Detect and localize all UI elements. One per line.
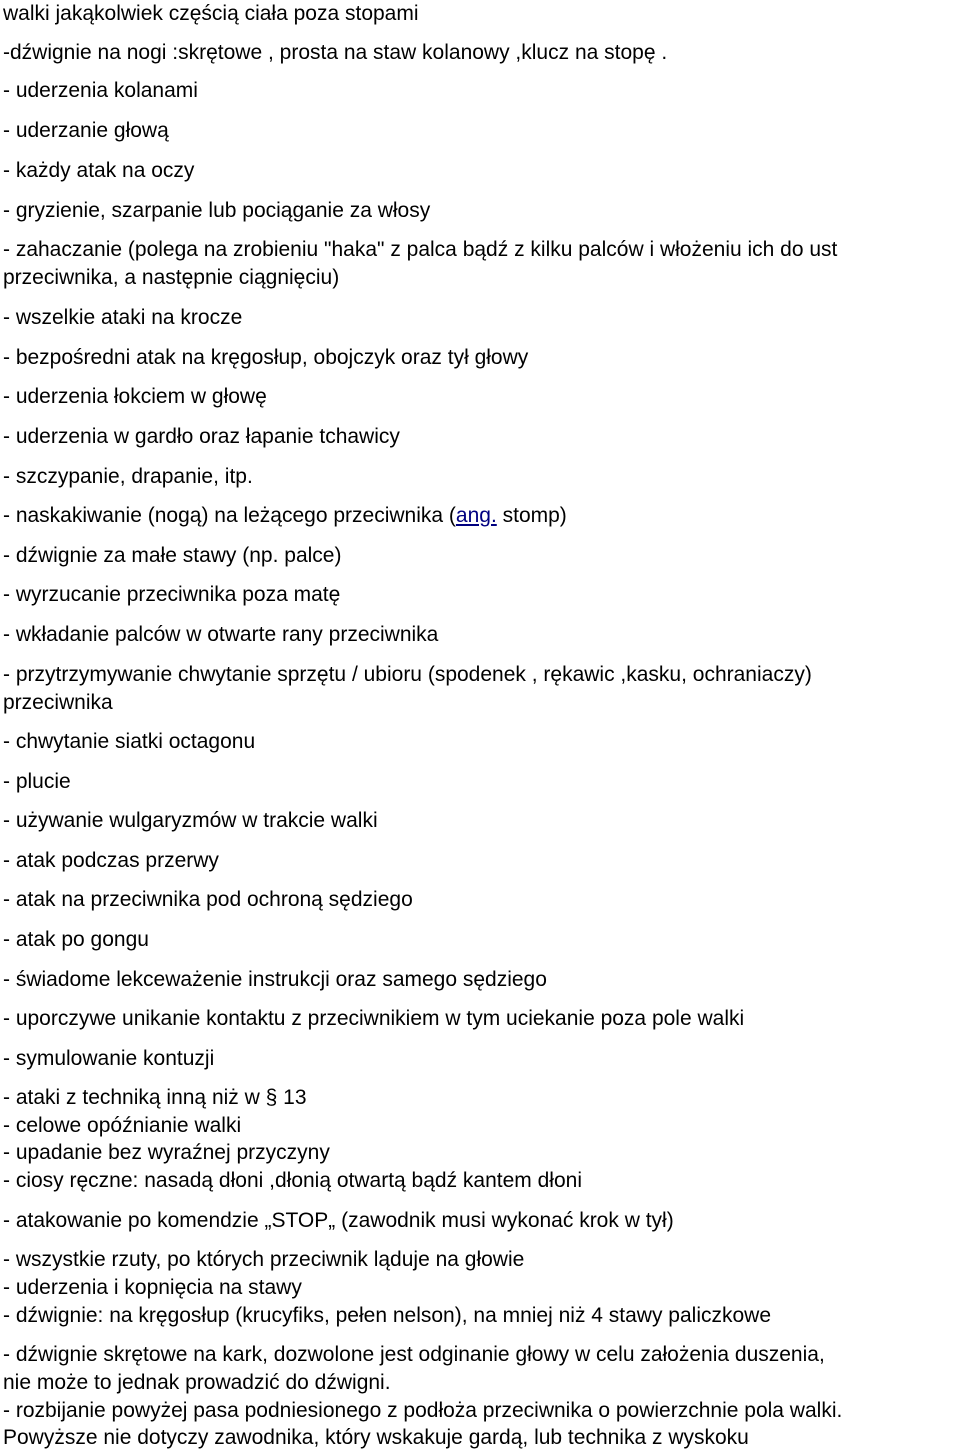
text-line: Powyższe nie dotyczy zawodnika, który wskakuje gardą, lub technika z wyskoku bbox=[3, 1426, 749, 1449]
text-line: przeciwnika bbox=[3, 691, 113, 714]
text-line: - dźwignie: na kręgosłup (krucyfiks, pełen nelson), na mniej niż 4 stawy paliczkowe bbox=[3, 1304, 772, 1327]
ang-link[interactable]: ang. bbox=[455, 504, 497, 527]
text-line: - uderzanie głową bbox=[3, 119, 169, 142]
text-line: - wszystkie rzuty, po których przeciwnik ląduje na głowie bbox=[3, 1248, 525, 1271]
text-segment: - naskakiwanie (nogą) na leżącego przeciwnika ( bbox=[3, 504, 456, 527]
text-line: - zahaczanie (polega na zrobieniu "haka" z palca bądź z kilku palców i włożeniu ich do ust bbox=[3, 238, 838, 261]
text-line: - szczypanie, drapanie, itp. bbox=[3, 465, 253, 488]
text-line: -dźwignie na nogi :skrętowe , prosta na staw kolanowy ,klucz na stopę . bbox=[3, 41, 668, 64]
text-line: - świadome lekceważenie instrukcji oraz samego sędziego bbox=[3, 968, 547, 991]
text-line: - upadanie bez wyraźnej przyczyny bbox=[3, 1141, 330, 1164]
text-line: - każdy atak na oczy bbox=[3, 159, 195, 182]
text-line: - atak na przeciwnika pod ochroną sędziego bbox=[3, 888, 413, 911]
text-line-stomp bbox=[3, 502, 567, 529]
text-line: - rozbijanie powyżej pasa podniesionego z podłoża przeciwnika o powierzchnie pola walki. bbox=[3, 1399, 843, 1422]
text-line: nie może to jednak prowadzić do dźwigni. bbox=[3, 1371, 391, 1394]
text-line: - ataki z techniką inną niż w § 13 bbox=[3, 1086, 307, 1109]
text-line: - wkładanie palców w otwarte rany przeciwnika bbox=[3, 623, 439, 646]
text-line: - bezpośredni atak na kręgosłup, obojczyk oraz tył głowy bbox=[3, 346, 529, 369]
text-line: - dźwignie skrętowe na kark, dozwolone jest odginanie głowy w celu założenia duszenia, bbox=[3, 1343, 825, 1366]
text-line: - celowe opóźnianie walki bbox=[3, 1114, 242, 1137]
text-line: - symulowanie kontuzji bbox=[3, 1047, 215, 1070]
text-line: - wszelkie ataki na krocze bbox=[3, 306, 243, 329]
text-segment: stomp) bbox=[496, 504, 567, 527]
text-line: - chwytanie siatki octagonu bbox=[3, 730, 256, 753]
text-line: - ciosy ręczne: nasadą dłoni ,dłonią otwartą bądź kantem dłoni bbox=[3, 1169, 582, 1192]
text-line: - dźwignie za małe stawy (np. palce) bbox=[3, 544, 342, 567]
text-line: - gryzienie, szarpanie lub pociąganie za włosy bbox=[3, 199, 431, 222]
text-line: - uderzenia łokciem w głowę bbox=[3, 385, 267, 408]
text-line: - atak po gongu bbox=[3, 928, 149, 951]
text-line: - uderzenia w gardło oraz łapanie tchawicy bbox=[3, 425, 400, 448]
text-line: - używanie wulgaryzmów w trakcie walki bbox=[3, 809, 378, 832]
text-line: - uporczywe unikanie kontaktu z przeciwnikiem w tym uciekanie poza pole walki bbox=[3, 1007, 745, 1030]
text-line: - przytrzymywanie chwytanie sprzętu / ubioru (spodenek , rękawic ,kasku, ochraniaczy) bbox=[3, 663, 812, 686]
text-line: przeciwnika, a następnie ciągnięciu) bbox=[3, 266, 340, 289]
text-line: walki jakąkolwiek częścią ciała poza stopami bbox=[3, 2, 419, 25]
text-line: - uderzenia i kopnięcia na stawy bbox=[3, 1276, 302, 1299]
text-line: - plucie bbox=[3, 770, 71, 793]
text-line: - atakowanie po komendzie „STOP„ (zawodnik musi wykonać krok w tył) bbox=[3, 1209, 674, 1232]
text-line: - wyrzucanie przeciwnika poza matę bbox=[3, 583, 341, 606]
text-line: - atak podczas przerwy bbox=[3, 849, 219, 872]
text-line: - uderzenia kolanami bbox=[3, 79, 198, 102]
